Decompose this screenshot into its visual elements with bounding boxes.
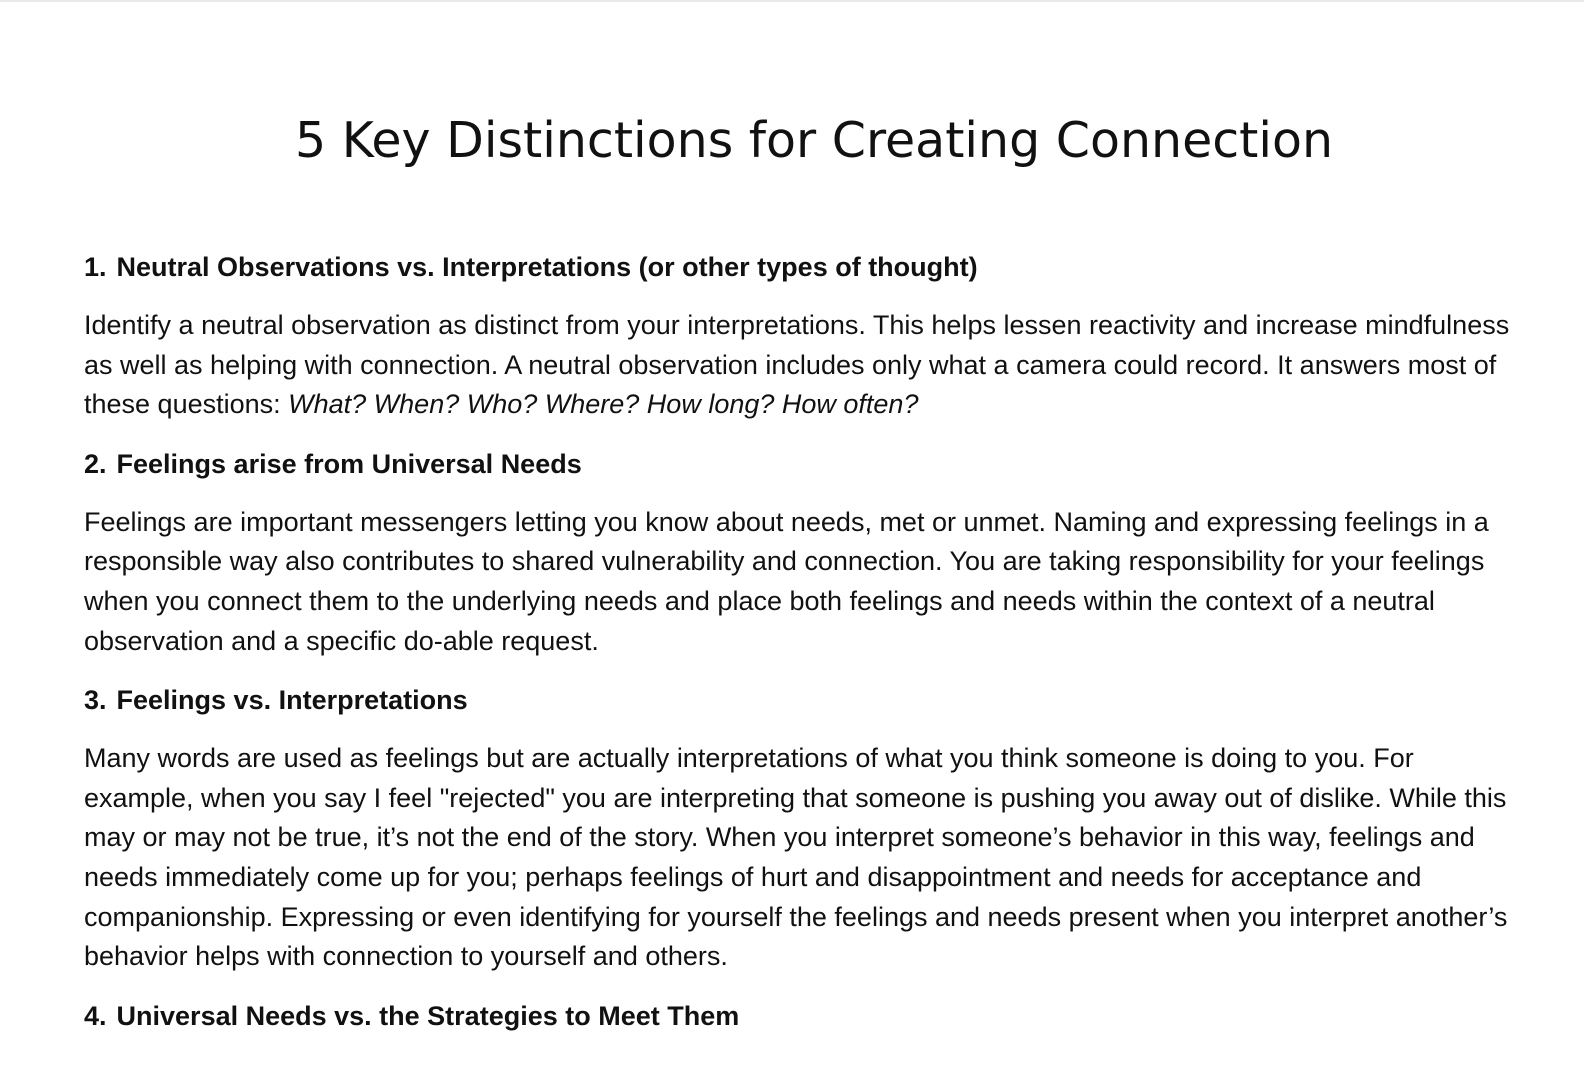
section-2 bbox=[84, 445, 1514, 661]
section-number: 1. bbox=[84, 252, 107, 282]
section-heading bbox=[84, 997, 1514, 1035]
section-heading bbox=[84, 445, 1514, 483]
top-divider bbox=[0, 0, 1584, 2]
section-1 bbox=[84, 248, 1514, 425]
sections-list bbox=[84, 248, 1514, 1055]
section-heading-text: Feelings arise from Universal Needs bbox=[116, 448, 582, 479]
observation-questions: What? When? Who? Where? How long? How often? bbox=[288, 389, 919, 420]
section-number: 3. bbox=[84, 685, 107, 716]
section-4 bbox=[84, 997, 1514, 1035]
section-heading bbox=[84, 681, 1514, 719]
section-body: Many words are used as feelings but are actually interpretations of what you think someone is doing to you. For example, when you say I feel "rejected" you are interpreting that someone is pushing you away out of dislike. While this may or may not be true, it’s not the end of the story. When you interpret someone’s behavior in this way, feelings and needs immediately come up for you; perhaps feelings of hurt and disappointment and needs for acceptance and companionship. Expressing or even identifying for yourself the feelings and needs present when you interpret another’s behavior helps with connection to yourself and others. bbox=[84, 743, 1508, 972]
section-number: 2. bbox=[84, 448, 107, 479]
section-body-text: Identify a neutral observation as distinct from your interpretations. This helps lessen reactivity and increase mindfulness as well as helping with connection. A neutral observation includes only what a camera could record. It answers most of these questions: bbox=[84, 310, 1510, 420]
section-body bbox=[84, 306, 1514, 425]
section-3 bbox=[84, 681, 1514, 977]
section-number: 4. bbox=[84, 1000, 107, 1031]
section-heading bbox=[84, 248, 1514, 286]
section-body: Feelings are important messengers letting you know about needs, met or unmet. Naming and expressing feelings in a responsible way also contributes to shared vulnerability and connection. You are taking responsibility for your feelings when you connect them to the underlying needs and place both feelings and needs within the context of a neutral observation and a specific do-able request. bbox=[84, 506, 1489, 656]
section-heading-text: Neutral Observations vs. Interpretations (or other types of thought) bbox=[116, 252, 978, 282]
section-heading-text: Feelings vs. Interpretations bbox=[116, 685, 468, 716]
page-title: 5 Key Distinctions for Creating Connection bbox=[294, 112, 1334, 169]
section-heading-text: Universal Needs vs. the Strategies to Meet Them bbox=[116, 1000, 740, 1031]
